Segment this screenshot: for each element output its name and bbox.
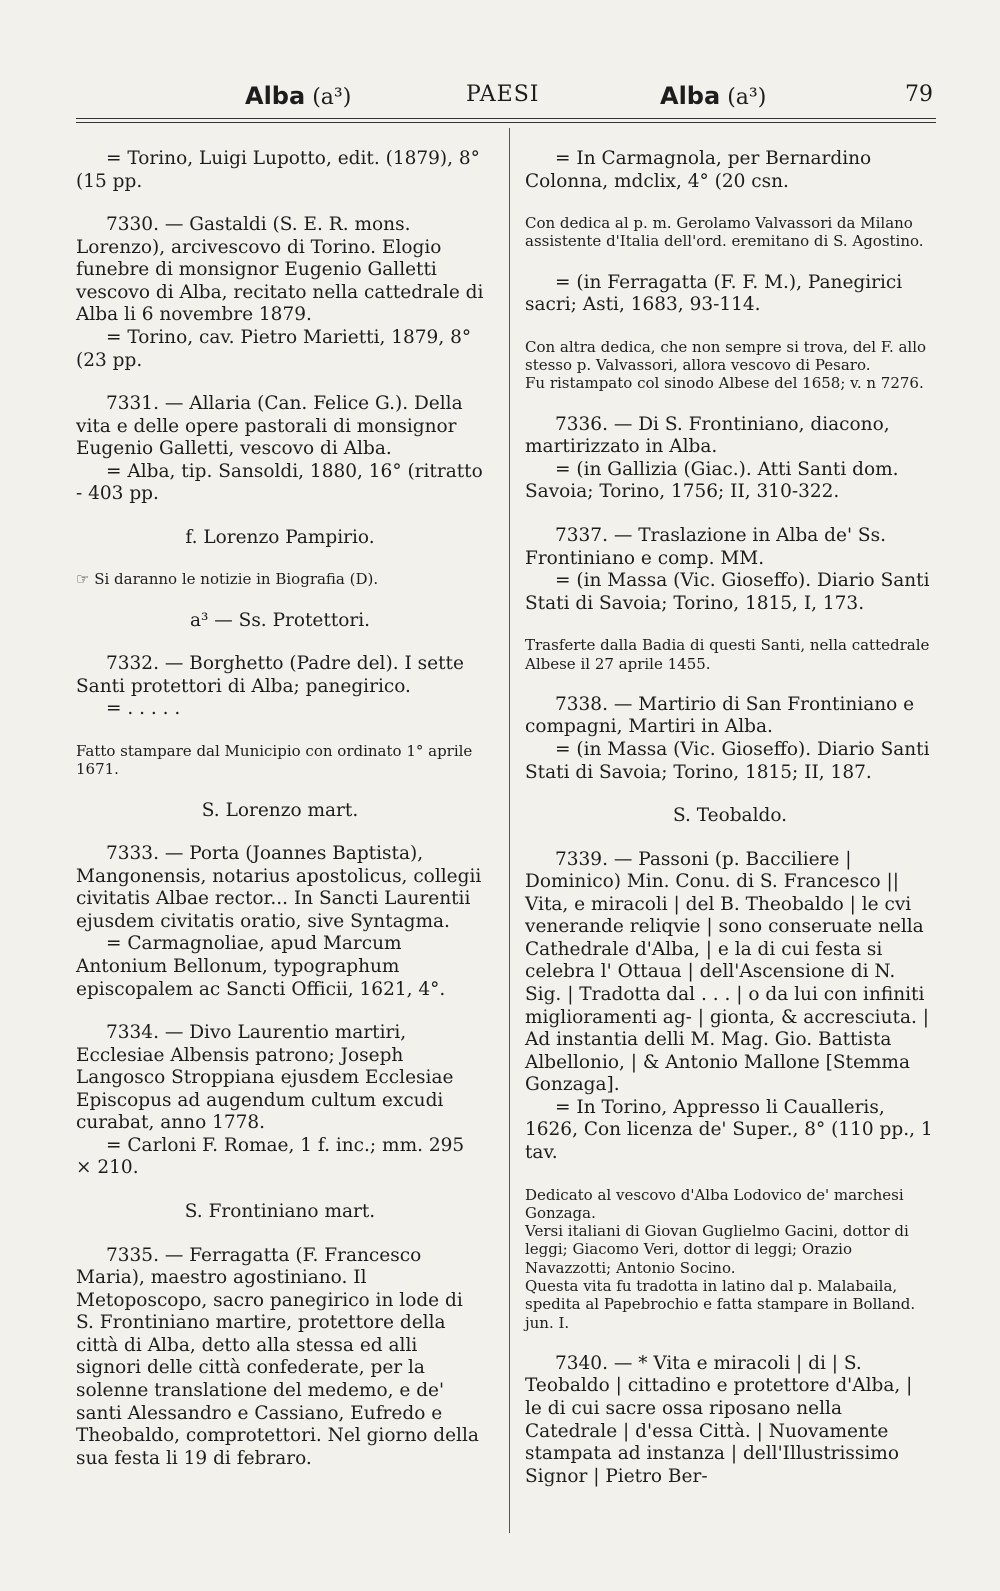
bibliographic-entry (76, 214, 484, 372)
heading-text: S. Frontiniano mart. (184, 1201, 376, 1223)
entry-text: Con altra dedica, che non sempre si trova, del F. allo stesso p. Valvassori, allora vescovo di Pesaro. Fu ristampato col sinodo Albese del 1658; v. n 7276. (525, 337, 927, 393)
note-block (76, 570, 484, 588)
section-heading (76, 1201, 484, 1224)
publication-line: = Alba, tip. Sansoldi, 1880, 16° (ritratto - 403 pp. (76, 460, 483, 505)
left-column (76, 148, 484, 1491)
section-heading (76, 800, 484, 823)
bibliographic-entry (76, 653, 484, 721)
heading-text: S. Lorenzo mart. (201, 799, 359, 821)
bibliographic-entry (525, 694, 935, 784)
header-rule-2 (76, 122, 936, 123)
header-right (660, 82, 766, 110)
bibliographic-entry (525, 414, 935, 504)
column-divider (509, 128, 510, 1533)
entry-text: 7338. — Martirio di San Frontiniano e compagni, Martiri in Alba. (525, 693, 915, 738)
publication-line: = (in Gallizia (Giac.). Atti Santi dom. Savoia; Torino, 1756; II, 310-322. (525, 458, 899, 503)
publication-line: = Torino, cav. Pietro Marietti, 1879, 8° (23 pp. (76, 326, 472, 371)
entry-text: Fatto stampare dal Municipio con ordinato 1° aprile 1671. (76, 741, 473, 779)
bibliographic-entry (525, 525, 935, 615)
publication-line: = Carmagnoliae, apud Marcum Antonium Bellonum, typographum episcopalem ac Sancti Officii, 1621, 4°. (76, 933, 446, 1000)
entry-text: 7334. — Divo Laurentio martiri, Ecclesiae Albensis patrono; Joseph Langosco Stroppiana ejusdem Ecclesiae Episcopus ad augendum cultum excudi curabat, anno 1778. (76, 1022, 454, 1134)
entry-text: 7333. — Porta (Joannes Baptista), Mangonensis, notarius apostolicus, collegii civitatis Albae rector... In Sancti Laurentii ejusdem civitatis oratio, sive Syntagma. (76, 843, 482, 932)
entry-text: 7336. — Di S. Frontiniano, diacono, martirizzato in Alba. (525, 413, 890, 458)
section-heading (76, 527, 484, 550)
entry-continuation (525, 272, 935, 317)
header-right-title: Alba (660, 82, 721, 110)
header-rule (76, 118, 936, 119)
entry-text: 7335. — Ferragatta (F. Francesco Maria), maestro agostiniano. Il Metoposcopo, sacro panegirico in lode di S. Frontiniano martire, protettore della città di Alba, detto alla stessa ed alli signori delle città confederate, per la solenne translatione del medemo, e de' santi Alessandro e Cassiano, Eufredo e Theobaldo, comprotettori. Nel giorno della sua festa li 19 di febraro. (76, 1244, 479, 1469)
bibliographic-entry (525, 849, 935, 1165)
bibliographic-entry (525, 1353, 935, 1488)
note-block (525, 636, 935, 673)
note-block (76, 742, 484, 779)
publication-line: = . . . . . (106, 698, 181, 720)
entry-continuation (525, 148, 935, 193)
entry-text: Con dedica al p. m. Gerolamo Valvassori da Milano assistente d'Italia dell'ord. eremitano di S. Agostino. (525, 214, 924, 251)
heading-text: f. Lorenzo Pampirio. (185, 526, 375, 548)
entry-text: Trasferte dalla Badia di questi Santi, nella cattedrale Albese il 27 aprile 1455. (525, 636, 930, 673)
publication-line: = (in Massa (Vic. Gioseffo). Diario Santi Stati di Savoia; Torino, 1815; II, 187. (525, 738, 930, 783)
header-center: PAESI (466, 82, 540, 107)
entry-text: 7332. — Borghetto (Padre del). I sette Santi protettori di Alba; panegirico. (76, 653, 464, 697)
entry-text: 7339. — Passoni (p. Bacciliere | Dominico) Min. Conu. di S. Francesco || Vita, e miracoli | del B. Theobaldo | le cvi venerande reliqvie | sono conseruate nella Cathedrale d'Alba, | e la di cui festa si celebra l' Ottaua | dell'Ascensione di N. Sig. | Tradotta dal . . . | o da lui con infiniti miglioramenti ag- | gionta, & accresciuta. | Ad instantia delli M. Mag. Gio. Battista Albellonio, | & Antonio Mallone [Stemma Gonzaga]. (525, 848, 929, 1096)
note-block (525, 214, 935, 251)
section-heading (76, 610, 484, 633)
header-right-sub: (a³) (727, 85, 767, 110)
page-number: 79 (905, 82, 933, 107)
entry-text: Dedicato al vescovo d'Alba Lodovico de' marchesi Gonzaga. Versi italiani di Giovan Guglielmo Gacini, dottor di leggi; Giacomo Veri, dottor di leggi; Orazio Navazzotti; Antonio Socino. Questa vita fu tradotta in latino dal p. Malabaila, spedita al Papebrochio e fatta stampare in Bolland. jun. I. (525, 1185, 916, 1332)
header-left-title: Alba (245, 82, 306, 110)
publication-line: = Carloni F. Romae, 1 f. inc.; mm. 295 × 210. (76, 1134, 465, 1179)
entry-text: = Torino, Luigi Lupotto, edit. (1879), 8° (15 pp. (76, 148, 480, 192)
heading-text: a³ — Ss. Protettori. (189, 609, 371, 631)
right-column (525, 148, 935, 1509)
publication-line: = In Torino, Appresso li Caualleris, 1626, Con licenza de' Super., 8° (110 pp., 1 tav. (525, 1096, 933, 1163)
bibliographic-entry (76, 1022, 484, 1180)
entry-continuation (76, 148, 484, 193)
note-block (525, 1186, 935, 1332)
entry-text: = (in Ferragatta (F. F. M.), Panegirici sacri; Asti, 1683, 93-114. (525, 271, 903, 316)
header-left-sub: (a³) (312, 85, 352, 110)
bibliographic-entry (76, 843, 484, 1001)
bibliographic-entry (76, 393, 484, 506)
heading-text: S. Teobaldo. (672, 805, 788, 827)
entry-text: = In Carmagnola, per Bernardino Colonna, mdclix, 4° (20 csn. (525, 148, 872, 192)
header-left (245, 82, 351, 110)
bibliographic-entry (76, 1245, 484, 1471)
entry-text: 7330. — Gastaldi (S. E. R. mons. Lorenzo), arcivescovo di Torino. Elogio funebre di monsignor Eugenio Galletti vescovo di Alba, recitato nella cattedrale di Alba li 6 novembre 1879. (76, 214, 484, 326)
section-heading (525, 805, 935, 828)
note-block (525, 338, 935, 393)
entry-text: 7340. — * Vita e miracoli | di | S. Teobaldo | cittadino e protettore d'Alba, | le di cui sacre ossa riposano nella Catedrale | d'essa Città. | Nuovamente stampata ad instanza | dell'Illustrissimo Signor | Pietro Ber- (525, 1352, 913, 1487)
entry-text: 7331. — Allaria (Can. Felice G.). Della vita e delle opere pastorali di monsignor Eugenio Galletti, vescovo di Alba. (76, 393, 463, 460)
entry-text: ☞ Si daranno le notizie in Biografia (D). (76, 570, 379, 589)
publication-line: = (in Massa (Vic. Gioseffo). Diario Santi Stati di Savoia; Torino, 1815, I, 173. (525, 570, 930, 614)
entry-text: 7337. — Traslazione in Alba de' Ss. Frontiniano e comp. MM. (525, 524, 886, 569)
